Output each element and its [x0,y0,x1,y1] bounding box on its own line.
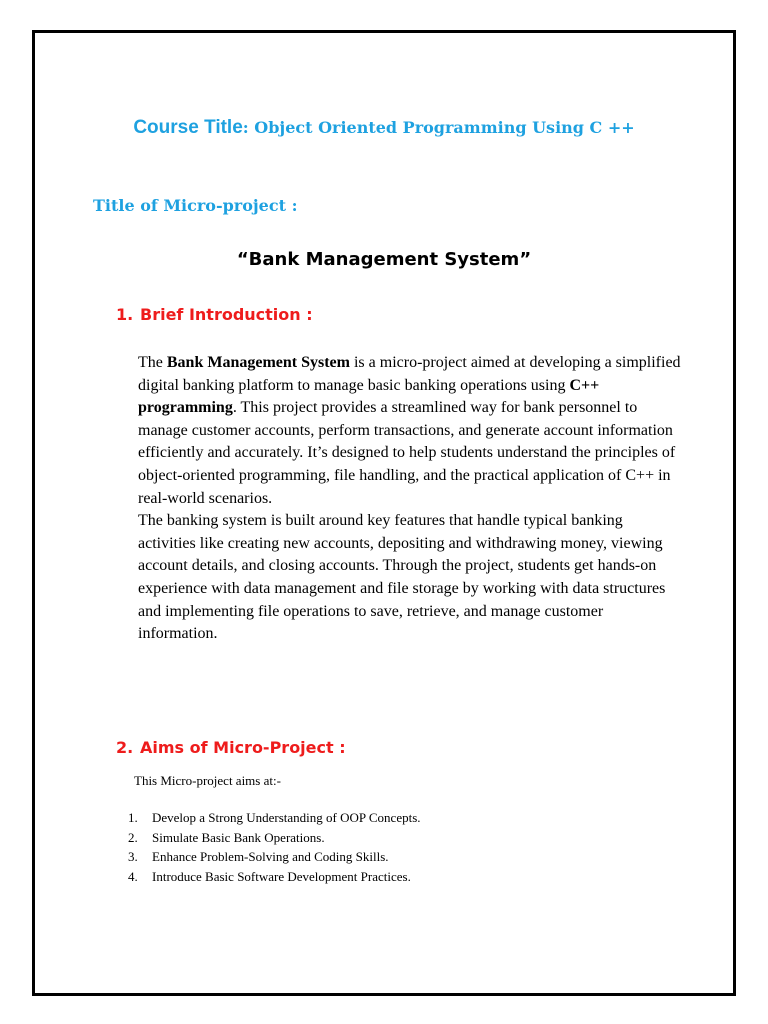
aims-item-number: 4. [128,869,138,885]
aims-list-item [128,867,421,887]
aims-item-text: Simulate Basic Bank Operations. [152,829,325,845]
intro-bold-cpp-programming: C++ programming [138,376,600,417]
intro-text-2: is a micro-project aimed at developing a simplified digital banking platform to manage basic banking operations using [138,354,681,394]
intro-heading-number: 1. [116,305,134,324]
intro-heading [116,305,313,324]
aims-intro: This Micro-project aims at:- [134,773,281,788]
course-title [0,117,768,139]
micro-project-title-label: Title of Micro-project : [93,196,298,215]
aims-item-text: Enhance Problem-Solving and Coding Skills. [152,849,389,865]
aims-list-item [128,847,421,867]
intro-bold-bank-management-system: Bank Management System [166,354,350,371]
aims-item-number: 1. [128,810,138,825]
aims-item-number: 2. [128,829,138,845]
aims-heading-number: 2. [116,738,134,757]
course-title-value: : Object Oriented Programming Using C ++ [242,118,635,137]
course-title-label: Course Title [133,117,243,138]
intro-paragraph-2: The banking system is built around key features that handle typical banking activities like creating new accounts, depositing and withdrawing money, viewing account details, and closing accounts. Through the project, students get hands-on experience with data management and file storage by working with data structures and implementing file operations to save, retrieve, and manage customer information. [138,512,666,643]
intro-text-3: . This project provides a streamlined way for bank personnel to manage customer accounts, perform transactions, and generate account information efficiently and accurately. It’s designed to help students understand the principles of object-oriented programming, file handling, and the practical application of C++ in real-world scenarios. [138,399,676,507]
aims-list [128,808,421,887]
intro-text-1: The [138,354,167,371]
intro-paragraph-1 [138,352,683,510]
aims-list-item [128,828,421,848]
intro-body [138,352,683,646]
aims-item-number: 3. [128,849,138,865]
intro-heading-text: Brief Introduction : [140,305,313,324]
aims-item-text: Develop a Strong Understanding of OOP Concepts. [152,810,421,825]
aims-list-item [128,808,421,828]
aims-heading-text: Aims of Micro-Project : [140,738,346,757]
aims-item-text: Introduce Basic Software Development Practices. [152,869,411,885]
aims-heading [116,738,346,757]
project-name: “Bank Management System” [236,249,532,270]
